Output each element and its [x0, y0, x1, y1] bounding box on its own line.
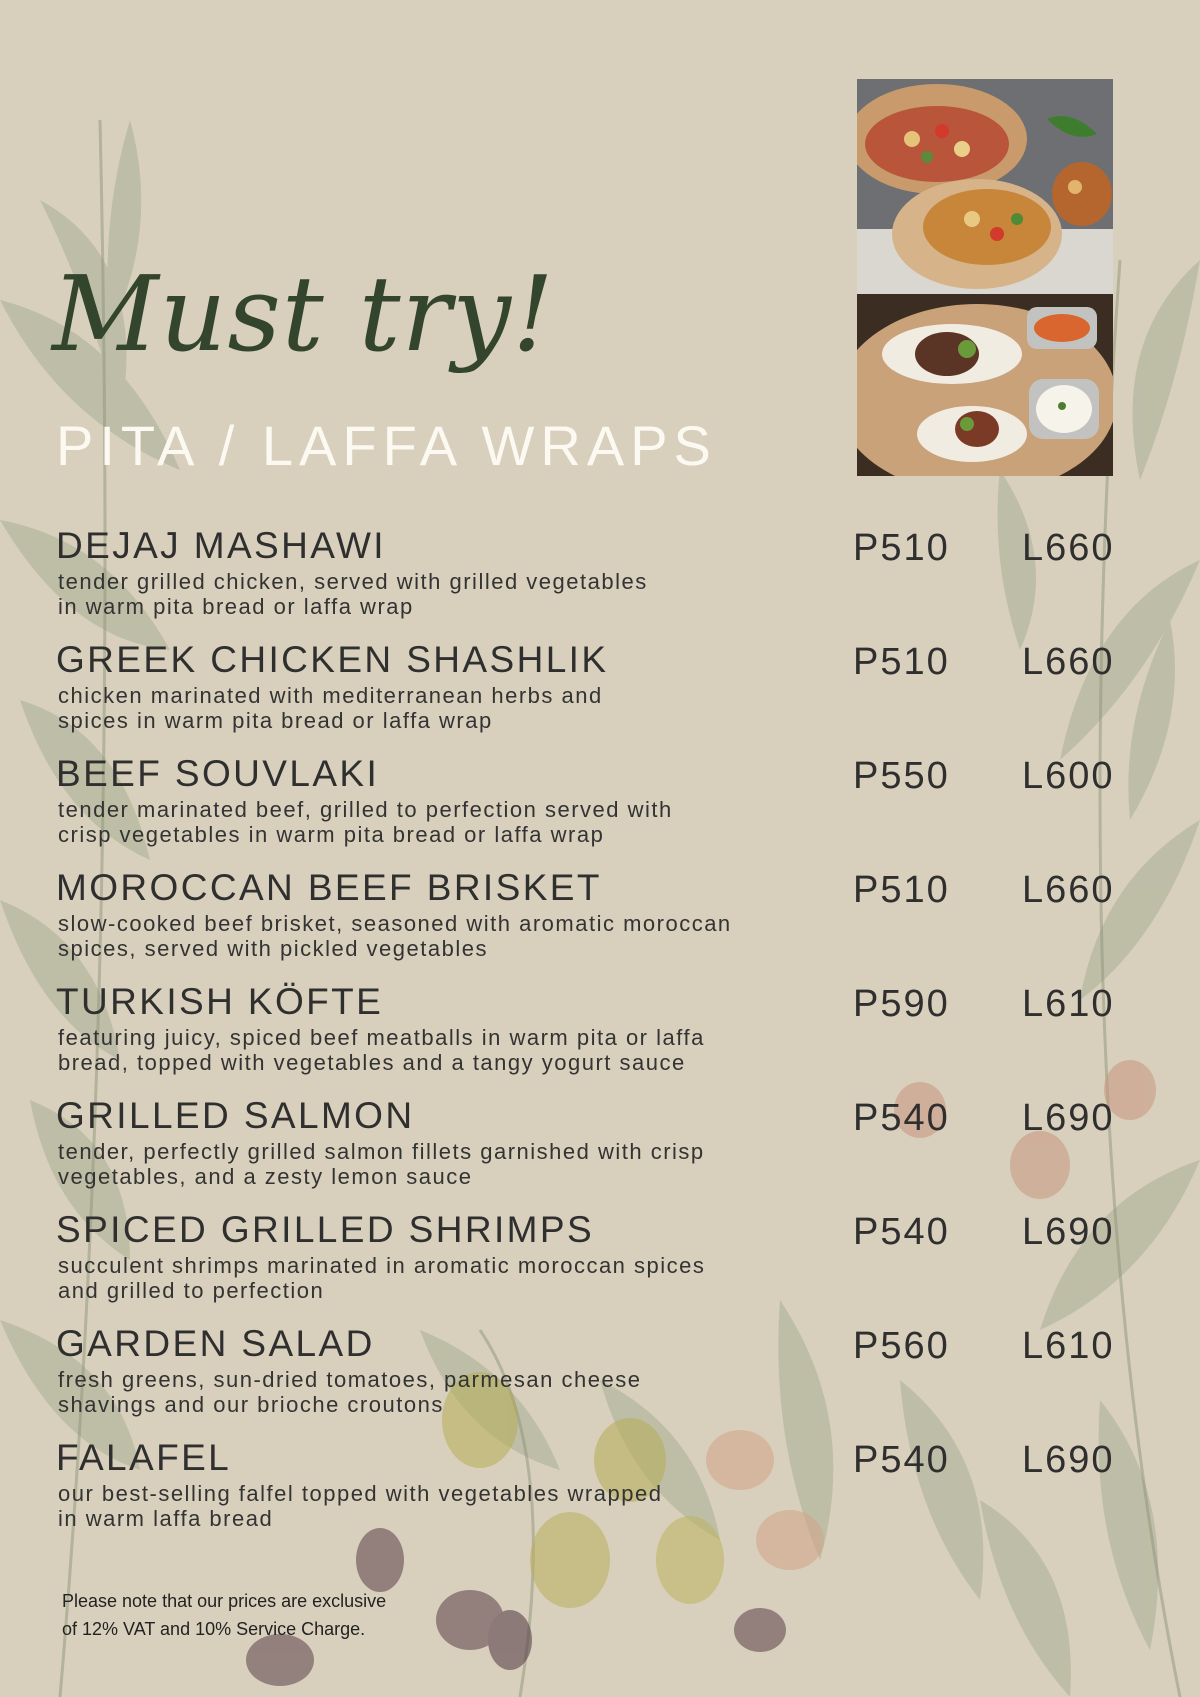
item-description: [58, 1367, 838, 1417]
item-desc-line: slow-cooked beef brisket, seasoned with aromatic moroccan: [58, 911, 732, 936]
food-photo: [857, 79, 1113, 476]
item-name: FALAFEL: [56, 1437, 232, 1478]
pricing-note-line: of 12% VAT and 10% Service Charge.: [62, 1619, 366, 1639]
price-laffa: L600: [1022, 755, 1115, 797]
menu-item: [56, 1097, 1136, 1197]
item-desc-line: tender, perfectly grilled salmon fillets garnished with crisp: [58, 1139, 705, 1164]
menu-item: [56, 1211, 1136, 1311]
item-name: DEJAJ MASHAWI: [56, 525, 386, 566]
price-laffa: L610: [1022, 983, 1115, 1025]
laffa-wrap-with-sauces-photo: [857, 294, 1113, 476]
item-description: [58, 1025, 838, 1075]
price-pita: P540: [853, 1211, 950, 1253]
price-laffa: L610: [1022, 1325, 1115, 1367]
section-title: PITA / LAFFA WRAPS: [56, 414, 717, 477]
price-laffa: L690: [1022, 1097, 1115, 1139]
item-desc-line: tender grilled chicken, served with grilled vegetables: [58, 569, 648, 594]
price-laffa: L660: [1022, 641, 1115, 683]
price-pita: P590: [853, 983, 950, 1025]
menu-item: [56, 1439, 1136, 1539]
pricing-note-line: Please note that our prices are exclusive: [62, 1591, 387, 1611]
price-pita: P510: [853, 869, 950, 911]
item-name: MOROCCAN BEEF BRISKET: [56, 867, 602, 908]
item-desc-line: crisp vegetables in warm pita bread or laffa wrap: [58, 822, 605, 847]
must-try-heading: Must try!: [52, 253, 555, 375]
item-desc-line: spices in warm pita bread or laffa wrap: [58, 708, 493, 733]
item-name: SPICED GRILLED SHRIMPS: [56, 1209, 595, 1250]
pricing-note: [62, 1587, 502, 1643]
item-desc-line: chicken marinated with mediterranean herbs and: [58, 683, 603, 708]
item-description: [58, 797, 838, 847]
pita-wraps-photo: [857, 79, 1113, 294]
item-desc-line: bread, topped with vegetables and a tangy yogurt sauce: [58, 1050, 686, 1075]
price-laffa: L690: [1022, 1439, 1115, 1481]
price-pita: P510: [853, 527, 950, 569]
price-laffa: L690: [1022, 1211, 1115, 1253]
item-description: [58, 1253, 838, 1303]
item-desc-line: and grilled to perfection: [58, 1278, 325, 1303]
item-desc-line: featuring juicy, spiced beef meatballs in warm pita or laffa: [58, 1025, 705, 1050]
price-laffa: L660: [1022, 869, 1115, 911]
item-description: [58, 1139, 838, 1189]
price-laffa: L660: [1022, 527, 1115, 569]
item-desc-line: succulent shrimps marinated in aromatic moroccan spices: [58, 1253, 706, 1278]
price-pita: P560: [853, 1325, 950, 1367]
price-pita: P540: [853, 1439, 950, 1481]
menu-item: [56, 755, 1136, 855]
item-name: GARDEN SALAD: [56, 1323, 375, 1364]
item-description: [58, 683, 838, 733]
item-name: BEEF SOUVLAKI: [56, 753, 380, 794]
item-desc-line: our best-selling falfel topped with vegetables wrapped: [58, 1481, 663, 1506]
item-desc-line: in warm laffa bread: [58, 1506, 274, 1531]
item-description: [58, 911, 838, 961]
menu-item: [56, 1325, 1136, 1425]
menu-item: [56, 983, 1136, 1083]
item-desc-line: fresh greens, sun-dried tomatoes, parmesan cheese: [58, 1367, 642, 1392]
item-desc-line: spices, served with pickled vegetables: [58, 936, 488, 961]
item-name: GRILLED SALMON: [56, 1095, 415, 1136]
item-desc-line: vegetables, and a zesty lemon sauce: [58, 1164, 473, 1189]
item-description: [58, 1481, 838, 1531]
menu-item: [56, 641, 1136, 741]
price-pita: P550: [853, 755, 950, 797]
item-desc-line: tender marinated beef, grilled to perfection served with: [58, 797, 673, 822]
item-name: TURKISH KÖFTE: [56, 981, 384, 1022]
price-pita: P510: [853, 641, 950, 683]
item-name: GREEK CHICKEN SHASHLIK: [56, 639, 609, 680]
menu-item: [56, 527, 1136, 627]
item-description: [58, 569, 838, 619]
item-desc-line: shavings and our brioche croutons: [58, 1392, 444, 1417]
price-pita: P540: [853, 1097, 950, 1139]
menu-item: [56, 869, 1136, 969]
item-desc-line: in warm pita bread or laffa wrap: [58, 594, 414, 619]
